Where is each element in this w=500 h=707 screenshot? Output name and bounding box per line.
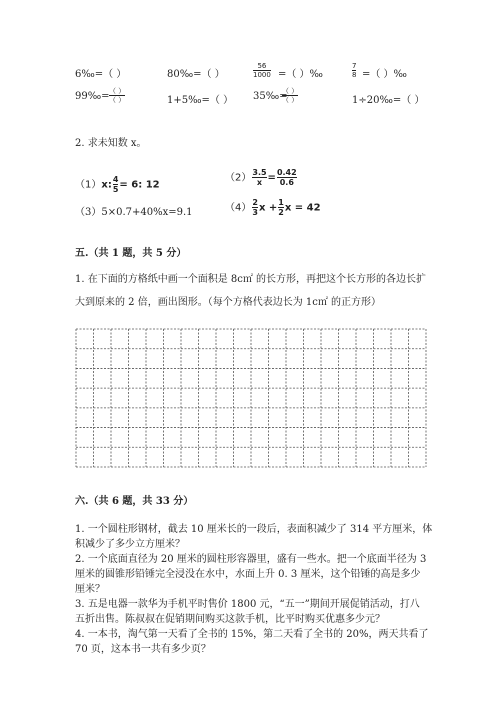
section-6-line: 1. 一个圆柱形钢材，截去 10 厘米长的一段后，表面积减少了 314 平方厘米，体 — [75, 524, 433, 535]
section-6-title: 六.（共 6 题，共 33 分） — [75, 496, 194, 507]
section-6-line: 4. 一本书，淘气第一天看了全书的 15%，第二天看了全书的 20%，两天共看了 — [75, 629, 429, 640]
section-5-question-line-2: 大到原来的 2 倍，画出图形。（每个方格代表边长为 1c㎡ 的正方形） — [75, 297, 382, 308]
square-grid-paper[interactable] — [75, 328, 427, 468]
section-6-line: 五折出售。陈叔叔在促销期间购买这款手机，比平时购买优惠多少元？ — [75, 614, 385, 625]
fraction-7-8: 7 8 — [352, 62, 357, 79]
conv-99permille: 99‰= — [75, 91, 110, 102]
conv-6permille: 6‰=（ ） — [75, 69, 127, 80]
conv-7-8: =（ ）‰ — [362, 69, 407, 80]
fraction-56-1000: 56 1000 — [253, 62, 271, 79]
conv-80permille: 80‰=（ ） — [167, 69, 225, 80]
conv-35permille: 35‰= — [253, 91, 288, 102]
equation-4: （4） $\frac{2}{3}$ x + $\frac{1}{2}$ x = 42 — [225, 198, 321, 217]
equation-2: （2） $\frac{3.5}{x}$ = $\frac{0.42}{0.6}$ — [225, 168, 297, 187]
conv-1plus5permille: 1+5‰=（ ） — [167, 95, 234, 106]
section-6-line: 3. 五是电器一款华为手机平时售价 1800 元，“五一”期间开展促销活动，打八 — [75, 599, 420, 610]
equation-1: （1）x: $\frac{4}{5}$ = 6: 12 — [75, 175, 160, 194]
conv-1div20permille: 1÷20‰=（ ） — [352, 95, 425, 106]
section-6-line: 厘米的圆锥形铅锤完全浸没在水中，水面上升 0. 3 厘米，这个铅锤的高是多少 — [75, 569, 421, 580]
fraction-blank-2: （ ） （ ） — [282, 87, 299, 104]
section-6-line: 2. 一个底面直径为 20 厘米的圆柱形容器里，盛有一些水。把一个底面半径为 3 — [75, 554, 427, 565]
section-6-line: 积减少了多少立方厘米？ — [75, 539, 185, 550]
section-6-line: 70 页，这本书一共有多少页？ — [75, 644, 211, 655]
section-5-title: 五.（共 1 题，共 5 分） — [75, 248, 187, 259]
equation-3: （3）5×0.7+40%x=9.1 — [75, 207, 193, 218]
conv-56-1000: =（ ）‰ — [278, 69, 323, 80]
fraction-blank-1: （ ） （ ） — [109, 87, 126, 104]
section-6-line: 厘米？ — [75, 584, 105, 595]
question-2-title: 2. 求未知数 x。 — [75, 138, 147, 149]
section-5-question-line-1: 1. 在下面的方格纸中画一个面积是 8c㎡ 的长方形，再把这个长方形的各边长扩 — [75, 274, 427, 285]
